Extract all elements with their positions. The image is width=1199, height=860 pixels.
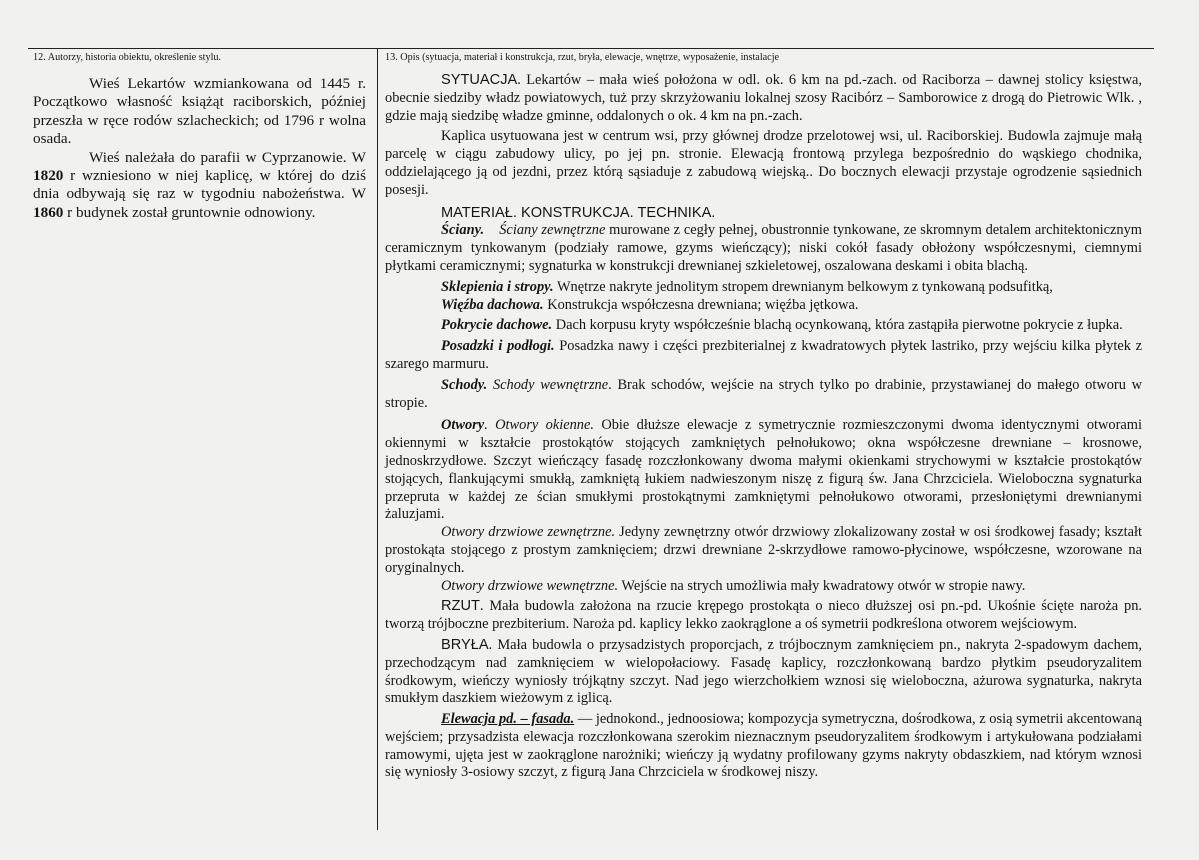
- history-text: r budynek został gruntownie odnowiony.: [63, 203, 316, 221]
- walls-label: Ściany.: [441, 222, 485, 239]
- material-heading-text: MATERIAŁ. KONSTRUKCJA. TECHNIKA.: [441, 204, 716, 221]
- floors-label: Posadzki i podłogi.: [441, 338, 555, 355]
- bryla-heading: BRYŁA: [441, 636, 489, 653]
- history-paragraph-2: [33, 149, 366, 223]
- floors-text: Posadzka nawy i części prezbiterialnej z kwadratowych płytek lastriko, przy wejściu kilka płytek z szarego marmuru.: [385, 338, 1142, 372]
- interior-doors-label: Otwory drzwiowe wewnętrzne.: [441, 577, 619, 594]
- sytuacja-text: . Lekartów – mała wieś położona w odl. ok. 6 km na pd.-zach. od Raciborza – dawnej stolicy księstwa, obecnie siedziby władz powiatowych, tuż przy skrzyżowaniu lokalnej szosy Racibórz – Samborowice z drogą do Pietrowic Wlk. , gdzie mają siedzibę władze gminne, oddalonych o ok. 4 km na pn.-zach.: [385, 72, 1142, 124]
- header-rule: [28, 48, 1154, 49]
- history-paragraph-1: Wieś Lekartów wzmiankowana od 1445 r. Początkowo własność książąt raciborskich, później przeszła w ręce rodów szlacheckich; od 1796 r wolna osada.: [33, 75, 366, 148]
- truss-paragraph: [385, 297, 1142, 315]
- walls-text: murowane z cegły pełnej, obustronnie tynkowane, ze skromnym detalem architektonicznym ceramicznym tynkowanym (podziały ramowe, gzyms wieńczący); niski cokół fasady obłożony współczesnymi, ciemnymi płytkami ceramicznymi; sygnaturka w konstrukcji drewnianej szkieletowej, oszalowana deskami i obita blachą.: [385, 222, 1143, 274]
- stairs-text: . Brak schodów, wejście na strych tylko po drabinie, przystawianej do małego otworu w stropie.: [385, 376, 1143, 411]
- interior-doors-paragraph: [385, 578, 1142, 596]
- right-column-header: 13. Opis (sytuacja, materiał i konstrukcja, rzut, bryła, elewacje, wnętrze, wyposażenie, instalacje: [385, 52, 780, 63]
- history-text: r wzniesiono w niej kaplicę, w której do dziś dnia odbywają się raz w tygodniu nabożeństwa. W: [33, 167, 366, 203]
- openings-paragraph: [385, 417, 1142, 524]
- description-column: [385, 72, 1142, 782]
- elewacja-heading: Elewacja pd. – fasada.: [441, 711, 575, 728]
- roofing-paragraph: [385, 317, 1142, 335]
- truss-label: Więźba dachowa.: [441, 296, 544, 313]
- rzut-paragraph: [385, 598, 1142, 634]
- elewacja-text: — jednokond., jednoosiowa; kompozycja symetryczna, dośrodkowa, z osią symetrii akcentowaną wejściem; przysadzista elewacja rozczłonkowana szerokim nieznacznym pseudoryzalitem środkowym i artykułowana podziałami ramowymi, ujęta jest w zaokrąglone narożniki; wieńczy ją wydatny profilowany gzyms nakryty obdaszkiem, nad którym wznosi się wyniosły 3-osiowy szczyt, z figurą Jana Chrzciciela w środkowej niszy.: [385, 711, 1142, 781]
- exterior-doors-text: Jedyny zewnętrzny otwór drzwiowy zlokalizowany został w osi środkowej fasady; kształt prostokąta stojącego z prostym zamknięciem; drzwi drewniane 2-skrzydłowe ramowo-płycinowe, współczesne, wzorowane na oryginalnych.: [385, 524, 1142, 576]
- rzut-text: . Mała budowla założona na rzucie krępego prostokąta o nieco dłuższej osi pn.-pd. Ukośnie ścięte naroża pn. tworzą trójboczne prezbiterium. Naroża pd. kaplicy lekko zaokrąglone a oś symetrii podkreślona otworem wejściowym.: [385, 598, 1142, 633]
- column-divider: [377, 48, 378, 830]
- elewacja-paragraph: [385, 711, 1142, 782]
- material-heading: [385, 205, 1142, 223]
- stairs-label: Schody.: [441, 376, 488, 393]
- exterior-doors-paragraph: [385, 524, 1142, 577]
- history-text: Wieś należała do parafii w Cyprzanowie. W: [89, 148, 366, 166]
- roofing-label: Pokrycie dachowe.: [441, 317, 553, 334]
- rzut-heading: RZUT: [441, 598, 480, 615]
- openings-text: Obie dłuższe elewacje z symetrycznie rozmieszczonymi dwoma identycznymi otworami okiennymi w kształcie prostokątów stojących zamkniętych pełnołukowo; okna współczesne drewniane – krosnowe, jednoskrzydłowe. Szczyt wieńczący fasadę rozczłonkowany dwoma małymi okienkami strychowymi w kształcie prostokątów stojących, flankującymi smukłą, zamkniętą łukiem nadwieszonym niszę z figurą św. Jana Chrzciciela. Wieloboczna sygnaturka przepruta w każdej ze ścian smukłymi prostokątnymi zamkniętymi pełnołukowo otworami, przesłoniętymi drewnianymi żaluzjami.: [385, 417, 1142, 523]
- location-paragraph: Kaplica usytuowana jest w centrum wsi, przy głównej drodze przelotowej wsi, ul. Raciborskiej. Budowla zajmuje małą parcelę w ciągu zabudowy ulicy, po jej pn. stronie. Elewacją frontową przylega bezpośrednio do wąskiego chodnika, oddzielającego ją od jezdni, przez którą sąsiaduje z zabudową wiejską.. Do bocznych elewacji przystaje ogrodzenie sąsiednich posesji.: [385, 128, 1142, 198]
- walls-paragraph: [385, 222, 1142, 275]
- truss-text: Konstrukcja współczesna drewniana; więźba jętkowa.: [543, 296, 859, 313]
- year-1820: 1820: [33, 167, 64, 185]
- stairs-sublabel: Schody wewnętrzne: [487, 376, 609, 393]
- year-1860: 1860: [33, 203, 64, 221]
- sytuacja-paragraph: [385, 72, 1142, 125]
- left-column-header: 12. Autorzy, historia obiektu, określenie stylu.: [33, 52, 222, 63]
- ceilings-text: Wnętrze nakryte jednolitym stropem drewnianym belkowym z tynkowaną podsufitką,: [553, 278, 1053, 295]
- openings-label: Otwory: [441, 417, 485, 434]
- openings-sublabel: . Otwory okienne.: [484, 417, 594, 434]
- roofing-text: Dach korpusu kryty współcześnie blachą ocynkowaną, która zastąpiła pierwotne pokrycie z łupka.: [552, 317, 1123, 334]
- ceilings-label: Sklepienia i stropy.: [441, 278, 554, 295]
- walls-sublabel: Ściany zewnętrzne: [499, 222, 606, 239]
- stairs-paragraph: [385, 377, 1142, 413]
- history-column: [33, 75, 366, 222]
- ceilings-paragraph: [385, 279, 1142, 297]
- floors-paragraph: [385, 338, 1142, 374]
- bryla-text: . Mała budowla o przysadzistych proporcjach, z trójbocznym zamknięciem pn., nakryta 2-spadowym dachem, przechodzącym nad zamknięciem w wielopołaciowy. Fasadę kaplicy, rozczłonkowaną bardzo płytkim pseudoryzalitem środkowym, wieńczy wyniosły trójkątny szczyt. Nad jego wierzchołkiem wznosi się wieloboczna, ażurowa sygnaturka, nakryta smukłym daszkiem wieżowym z iglicą.: [385, 636, 1142, 707]
- bryla-paragraph: [385, 637, 1142, 708]
- sytuacja-heading: SYTUACJA: [441, 72, 518, 88]
- interior-doors-text: Wejście na strych umożliwia mały kwadratowy otwór w stropie nawy.: [618, 577, 1026, 594]
- exterior-doors-label: Otwory drzwiowe zewnętrzne.: [441, 524, 616, 541]
